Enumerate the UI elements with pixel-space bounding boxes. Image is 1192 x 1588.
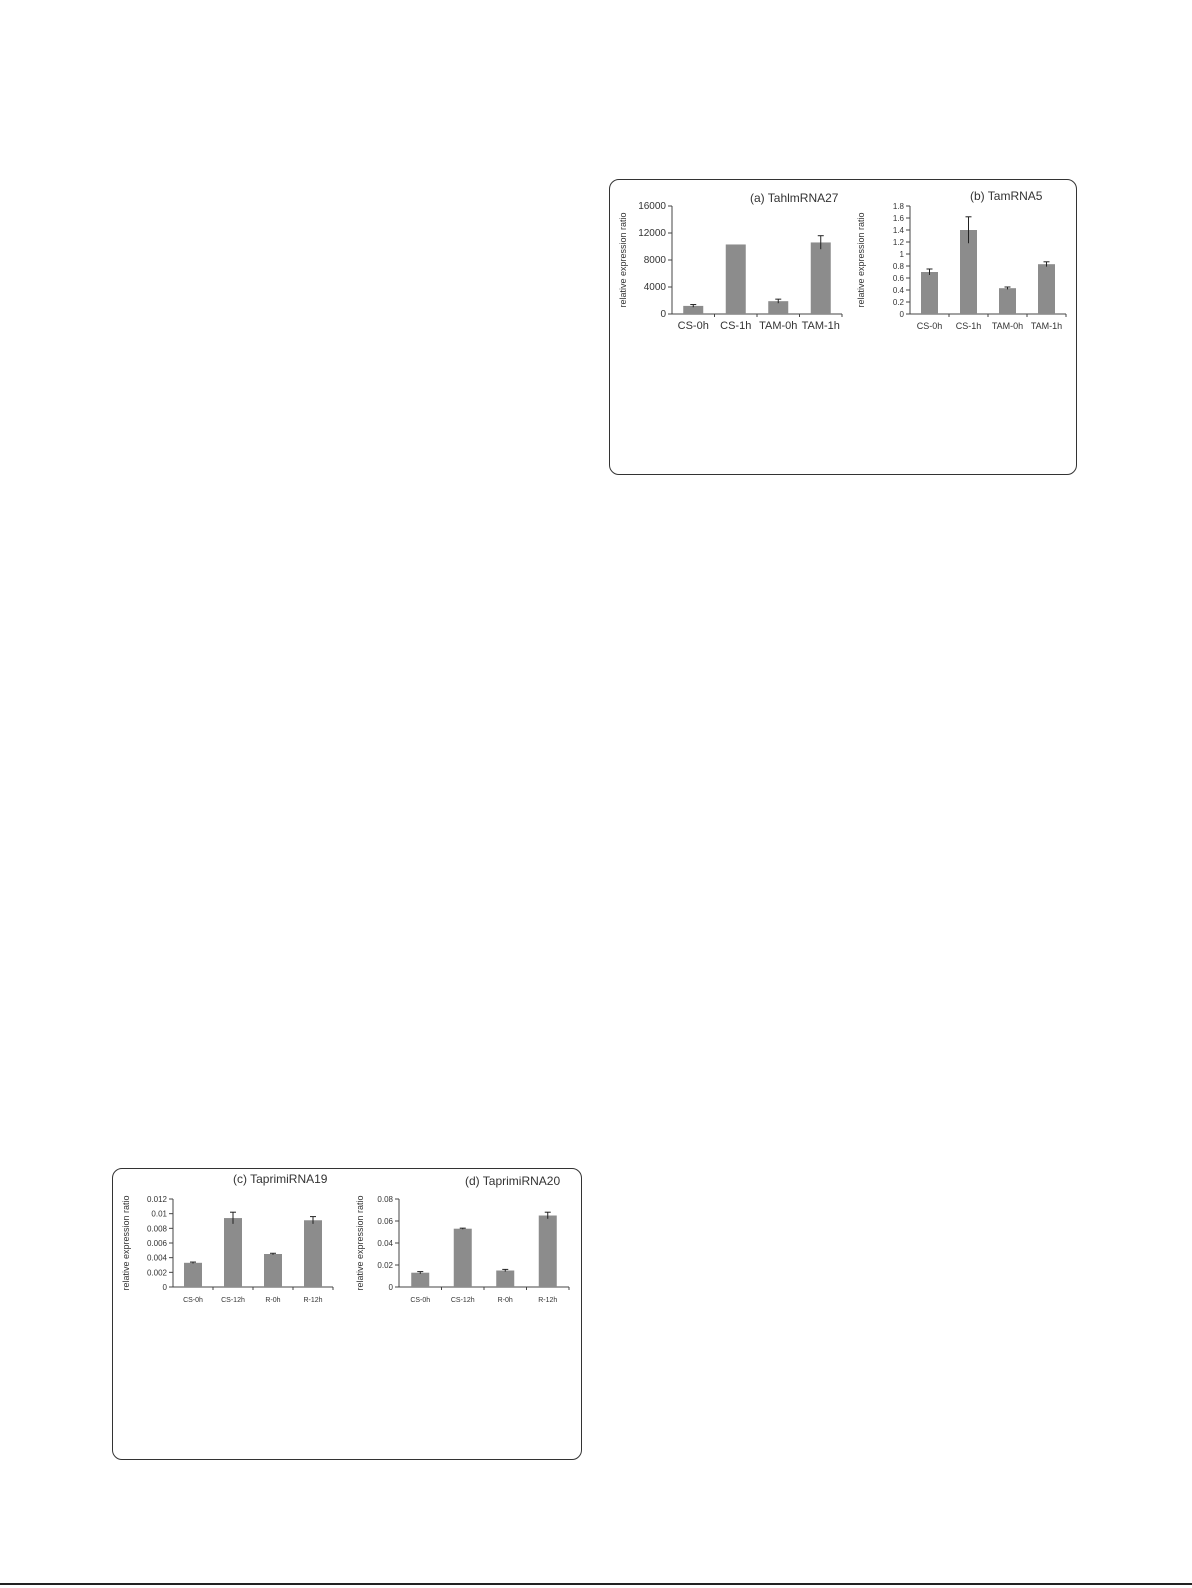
y-tick-label: 4000 — [643, 282, 666, 293]
y-tick-label: 0.6 — [892, 274, 904, 283]
x-tick-label: CS-1h — [720, 320, 752, 332]
y-tick-label: 16000 — [638, 201, 666, 212]
x-tick-label: R-0h — [497, 1297, 513, 1304]
x-tick-label: R-12h — [303, 1297, 323, 1304]
x-tick-label: CS-1h — [955, 321, 982, 331]
chart-b — [856, 189, 1066, 331]
page-bottom-rule — [0, 1583, 1192, 1585]
y-tick-label: 0 — [162, 1283, 167, 1292]
bar — [1038, 264, 1055, 314]
y-tick-label: 0.006 — [146, 1239, 167, 1248]
bar — [921, 272, 938, 314]
bar — [539, 1216, 557, 1288]
x-tick-label: CS-0h — [916, 321, 943, 331]
figure-panel-bottom — [112, 1168, 582, 1460]
y-tick-label: 0.008 — [146, 1224, 167, 1234]
y-tick-label: 1.8 — [892, 202, 904, 211]
bar — [726, 244, 746, 314]
figure-top-svg — [610, 180, 1078, 476]
x-tick-label: CS-0h — [183, 1297, 203, 1304]
x-tick-label: TAM-0h — [759, 320, 798, 332]
y-tick-label: 0.8 — [892, 262, 904, 271]
y-tick-label: 1.4 — [892, 226, 904, 235]
y-tick-label: 0.004 — [146, 1253, 167, 1263]
y-tick-label: 0.08 — [377, 1195, 393, 1204]
y-tick-label: 0 — [660, 309, 666, 320]
x-tick-label: TAM-1h — [1030, 321, 1063, 331]
chart-c — [121, 1172, 333, 1304]
bar — [411, 1273, 429, 1287]
y-tick-label: 0 — [899, 310, 904, 319]
x-tick-label: CS-12h — [221, 1297, 245, 1304]
bar — [496, 1271, 514, 1288]
y-axis-label: relative expression ratio — [856, 212, 866, 308]
y-tick-label: 0.02 — [377, 1261, 393, 1270]
bar — [224, 1218, 242, 1287]
chart-title: (a) TahlmRNA27 — [750, 191, 839, 205]
y-tick-label: 1 — [899, 250, 904, 259]
bar — [454, 1229, 472, 1287]
x-tick-label: CS-12h — [450, 1297, 475, 1304]
chart-a — [618, 191, 842, 332]
y-tick-label: 12000 — [638, 228, 666, 239]
x-tick-label: R-12h — [538, 1297, 558, 1304]
bar — [999, 288, 1016, 314]
x-tick-label: TAM-0h — [991, 321, 1024, 331]
bar — [811, 242, 831, 314]
x-tick-label: CS-0h — [410, 1297, 431, 1304]
y-tick-label: 0.012 — [146, 1195, 167, 1204]
figure-panel-top — [609, 179, 1077, 475]
y-tick-label: 0.01 — [151, 1209, 167, 1219]
y-tick-label: 0 — [388, 1283, 393, 1292]
chart-title: (b) TamRNA5 — [970, 189, 1043, 203]
y-tick-label: 8000 — [643, 255, 666, 266]
chart-d — [355, 1174, 569, 1304]
x-tick-label: CS-0h — [677, 320, 709, 332]
y-axis-label: relative expression ratio — [121, 1195, 131, 1291]
chart-title: (c) TaprimiRNA19 — [233, 1172, 328, 1186]
bar — [264, 1254, 282, 1287]
y-tick-label: 0.4 — [892, 286, 904, 295]
bar — [184, 1263, 202, 1287]
y-axis-label: relative expression ratio — [618, 212, 628, 308]
y-tick-label: 0.002 — [146, 1268, 167, 1278]
y-tick-label: 0.04 — [377, 1239, 393, 1248]
y-axis-label: relative expression ratio — [355, 1195, 365, 1291]
chart-title: (d) TaprimiRNA20 — [465, 1174, 561, 1188]
x-tick-label: TAM-1h — [801, 320, 840, 332]
y-tick-label: 1.6 — [892, 214, 904, 223]
x-tick-label: R-0h — [265, 1297, 281, 1304]
y-tick-label: 0.06 — [377, 1217, 393, 1226]
figure-bottom-svg — [113, 1169, 583, 1461]
y-tick-label: 0.2 — [892, 298, 904, 307]
y-tick-label: 1.2 — [892, 238, 904, 247]
bar — [304, 1220, 322, 1287]
